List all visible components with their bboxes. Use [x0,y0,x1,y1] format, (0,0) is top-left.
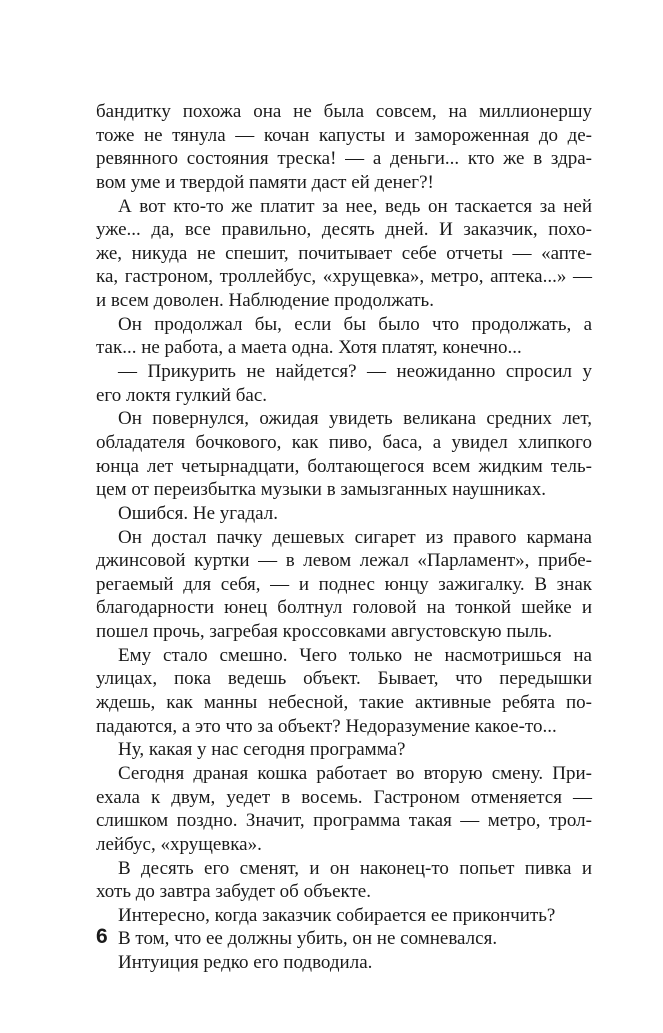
text-line: вом уме и твердой памяти даст ей денег?! [96,171,434,193]
text-line: улицах, пока ведешь объект. Бывает, что передышки [96,668,592,690]
text-line: В том, что ее должны убить, он не сомневался. [118,928,498,950]
text-line: регаемый для себя, — и поднес юнцу зажигалку. В знак [96,573,592,595]
text-line: Ошибся. Не угадал. [118,502,278,524]
text-line: лейбус, «хрущевка». [96,833,262,855]
text-line: бандитку похожа она не была совсем, на миллионершу [96,101,592,122]
text-line: Интересно, когда заказчик собирается ее прикончить? [118,904,556,926]
text-line: слишком поздно. Значит, программа такая — метро, трол- [96,810,592,832]
text-line: Он достал пачку дешевых сигарет из правого кармана [118,526,592,548]
text-line: же, никуда не спешит, почитывает себе отчеты — «апте- [96,242,592,264]
text-line: так... не работа, а маета одна. Хотя платят, конечно... [96,337,522,359]
text-line: цем от переизбытка музыки в замызганных наушниках. [96,479,546,501]
text-line: ка, гастроном, троллейбус, «хрущевка», метро, аптека...» — [96,266,592,288]
text-line: Он продолжал бы, если бы было что продолжать, а [118,313,592,335]
text-line: В десять его сменят, и он наконец-то попьет пивка и [118,857,592,879]
text-line: Ну, какая у нас сегодня программа? [118,739,406,761]
text-line: хоть до завтра забудет об объекте. [96,881,371,903]
text-line: Сегодня драная кошка работает во вторую смену. При- [118,762,592,784]
text-line: юнца лет четырнадцати, болтающегося всем жидким тель- [96,455,592,477]
text-line: ехала к двум, уедет в восемь. Гастроном отменяется — [96,786,592,808]
text-line: А вот кто-то же платит за нее, ведь он таскается за ней [118,195,592,217]
text-line: ждешь, как манны небесной, такие активные ребята по- [96,692,592,714]
text-line: и всем доволен. Наблюдение продолжать. [96,290,434,312]
text-line: обладателя бочкового, как пиво, баса, а увидел хлипкого [96,431,592,453]
text-line: Он повернулся, ожидая увидеть великана средних лет, [118,408,592,430]
text-line: джинсовой куртки — в левом лежал «Парламент», прибе- [96,550,592,572]
body-text [96,100,592,975]
text-line: благодарности юнец болтнул головой на тонкой шейке и [96,597,592,619]
text-line: тоже не тянула — кочан капусты и замороженная до де- [96,124,592,146]
text-line: ревянного состояния треска! — а деньги... кто же в здра- [96,148,592,170]
text-line: — Прикурить не найдется? — неожиданно спросил у [118,361,592,383]
text-line: падаются, а это что за объект? Недоразумение какое-то... [96,715,557,737]
page-number: 6 [96,925,108,948]
text-line: пошел прочь, загребая кроссовками августовскую пыль. [96,621,553,643]
text-line: его локтя гулкий бас. [96,384,268,406]
text-line: Ему стало смешно. Чего только не насмотришься на [118,644,592,666]
text-line: уже... да, все правильно, десять дней. И заказчик, похо- [96,219,592,241]
text-line: Интуиция редко его подводила. [118,952,373,974]
